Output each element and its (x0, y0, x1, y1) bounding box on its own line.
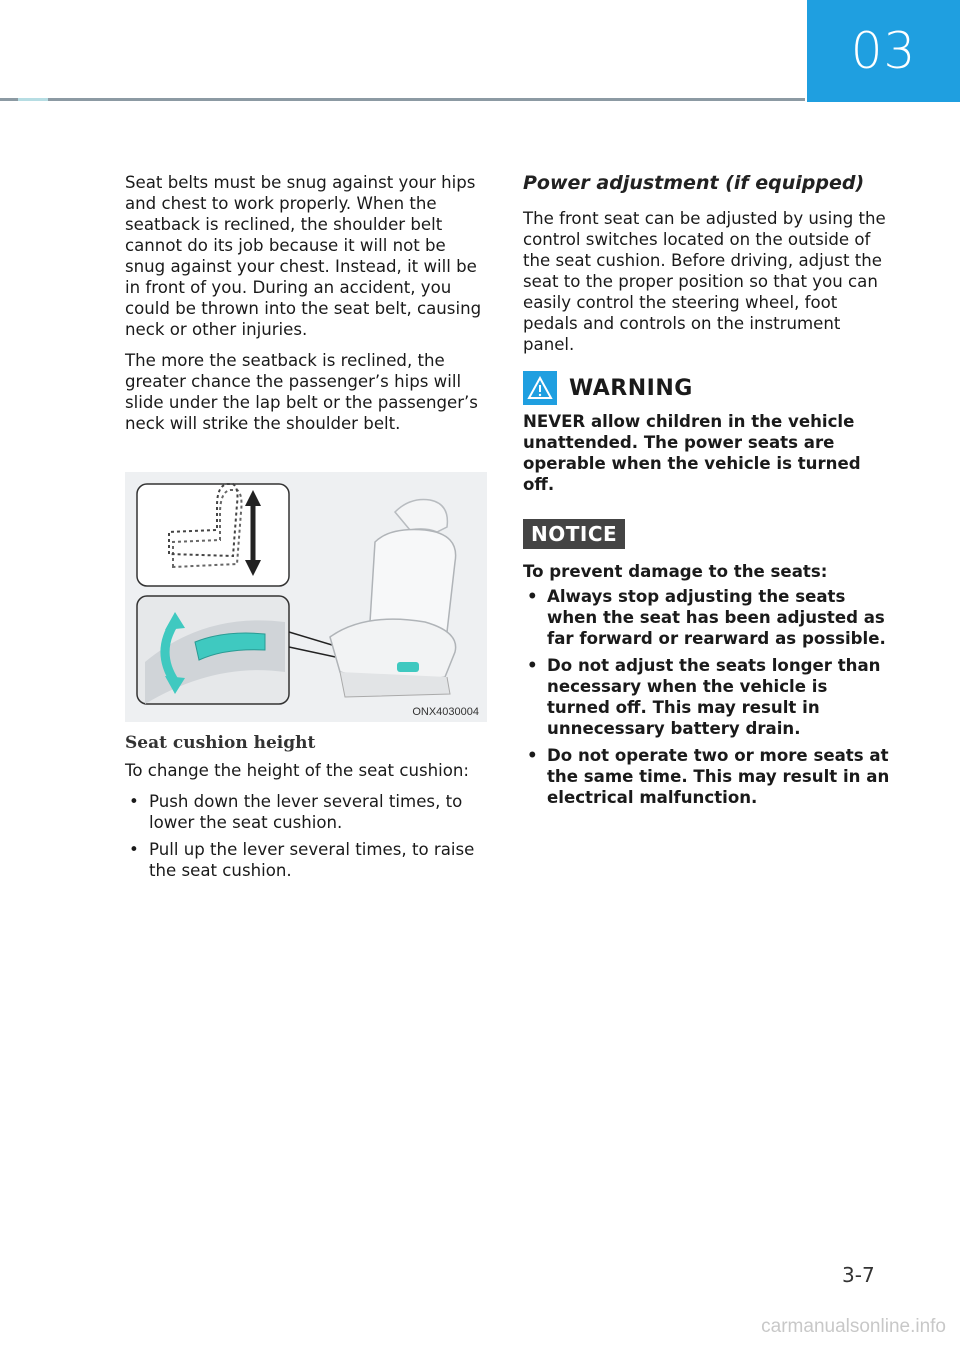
warning-title: WARNING (569, 375, 693, 401)
seat-cushion-height-heading: Seat cushion height (125, 733, 316, 753)
seat-height-illustration (125, 472, 487, 722)
seat-height-inset (137, 484, 289, 586)
list-item: • Do not operate two or more seats at the same time. This may result in an electrical malfunction. (523, 745, 893, 808)
chapter-tab: 03 (807, 0, 960, 102)
page-number: 3-7 (842, 1263, 875, 1287)
seat-drawing (330, 500, 456, 698)
right-column (523, 172, 893, 814)
list-item: • Do not adjust the seats longer than necessary when the vehicle is turned off. This may result in unnecessary battery drain. (523, 655, 893, 739)
list-item: • Pull up the lever several times, to raise the seat cushion. (125, 839, 490, 881)
notice-bullet-list (523, 586, 893, 808)
seat-illustration-svg (125, 472, 487, 722)
left-paragraph-1: Seat belts must be snug against your hips and chest to work properly. When the seatback is reclined, the shoulder belt cannot do its job because it will not be snug against your chest. Instead, it will be in front of you. During an accident, you could be thrown into the seat belt, causing neck or other injuries. (125, 173, 482, 339)
warning-triangle-icon (523, 371, 557, 405)
left-paragraph-2: The more the seatback is reclined, the greater chance the passenger’s hips will slide under the lap belt or the passenger’s neck will strike the shoulder belt. (125, 351, 478, 433)
cushion-intro: To change the height of the seat cushion: (125, 761, 470, 780)
notice-badge: NOTICE (523, 519, 625, 549)
cushion-height-section (125, 760, 490, 887)
notice-intro: To prevent damage to the seats: (523, 562, 828, 581)
list-item: • Push down the lever several times, to lower the seat cushion. (125, 791, 490, 833)
header-rule (0, 98, 805, 101)
warning-text: NEVER allow children in the vehicle unattended. The power seats are operable when the vehicle is turned off. (523, 412, 861, 494)
power-adjustment-heading: Power adjustment (if equipped) (523, 172, 865, 194)
list-item: • Always stop adjusting the seats when the seat has been adjusted as far forward or rearward as possible. (523, 586, 893, 649)
watermark: carmanualsonline.info (761, 1316, 946, 1337)
left-column (125, 172, 490, 444)
header-rule-accent (18, 98, 48, 101)
lever-closeup-inset (137, 596, 289, 704)
warning-header (523, 371, 893, 405)
figure-code: ONX4030004 (412, 706, 479, 718)
power-adjustment-paragraph: The front seat can be adjusted by using the control switches located on the outside of the seat cushion. Before driving, adjust the seat to the proper position so that you can easily control the steering wheel, foot pedals and controls on the instrument panel. (523, 209, 886, 354)
cushion-bullet-list (125, 791, 490, 881)
